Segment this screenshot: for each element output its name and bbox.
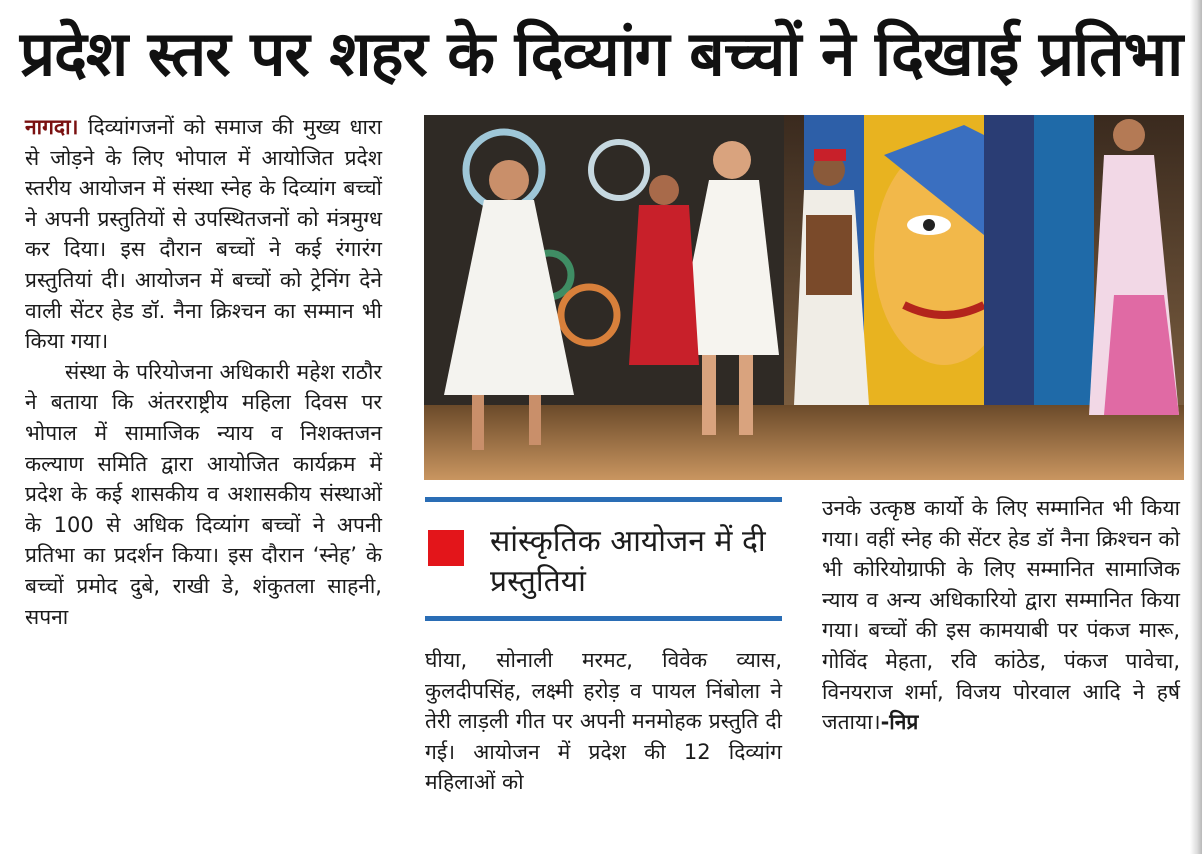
- subhead-rule-bottom: [425, 616, 782, 621]
- column-2-text: घीया, सोनाली मरमट, विवेक व्यास, कुलदीपसिंह, लक्ष्मी हरोड़ व पायल निंबोला ने तेरी लाड़ली गीत पर अपनी मनमोहक प्रस्तुति दी गई। आयोजन में प्रदेश की 12 दिव्यांग महिलाओं को: [425, 648, 782, 795]
- paragraph-1: [25, 112, 382, 357]
- stage-performance-photo: [424, 115, 1184, 480]
- photo-illustration: [424, 115, 1184, 480]
- subhead-marker: [428, 530, 464, 566]
- column-3-text: उनके उत्कृष्ठ कार्यो के लिए सम्मानित भी किया गया। वहीं स्नेह की सेंटर हेड डॉ नैना क्रिश्चन को भी कोरियोग्राफी के लिए सम्मानित सामाजिक न्याय व अन्य अधिकारियो द्वारा सम्मानित किया गया। बच्चों की इस कामयाबी पर पंकज मारू, गोविंद मेहता, रवि कांठेड, पंकज पावेचा, विनयराज शर्मा, विजय पोरवाल आदि ने हर्ष जताया।: [822, 496, 1180, 735]
- article-column-2: [425, 645, 782, 798]
- page-edge: [1190, 0, 1202, 854]
- subhead-rule-top: [425, 497, 782, 502]
- paragraph-2: संस्था के परियोजना अधिकारी महेश राठौर ने बताया कि अंतरराष्ट्रीय महिला दिवस पर भोपाल में सामाजिक न्याय व निशक्तजन कल्याण समिति द्वारा आयोजित कार्यक्रम में प्रदेश के कई शासकीय व अशासकीय संस्थाओं के 100 से अधिक दिव्यांग बच्चों ने अपनी प्रतिभा का प्रदर्शन किया। इस दौरान ‘स्नेह’ के बच्चों प्रमोद दुबे, राखी डे, शंकुतला साहनी, सपना: [25, 359, 382, 629]
- article-column-1: [25, 112, 382, 632]
- subhead: सांस्कृतिक आयोजन में दी प्रस्तुतियां: [490, 524, 766, 599]
- article-column-3: [822, 493, 1180, 738]
- dateline: नागदा।: [25, 115, 79, 139]
- column-3-paragraph: [822, 493, 1180, 738]
- byline-credit: -निप्र: [880, 710, 919, 735]
- paragraph-1-text: दिव्यांगजनों को समाज की मुख्य धारा से जोड़ने के लिए भोपाल में आयोजित प्रदेश स्तरीय आयोजन में संस्था स्नेह के दिव्यांग बच्चों ने अपनी प्रस्तुतियों से उपस्थितजनों को मंत्रमुग्ध कर दिया। इस दौरान बच्चों ने कई रंगारंग प्रस्तुतियां दी। आयोजन में बच्चों को ट्रेनिंग देने वाली सेंटर हेड डॉ. नैना क्रिश्चन का सम्मान भी किया गया।: [25, 115, 382, 354]
- headline: प्रदेश स्तर पर शहर के दिव्यांग बच्चों ने दिखाई प्रतिभा: [19, 17, 1183, 90]
